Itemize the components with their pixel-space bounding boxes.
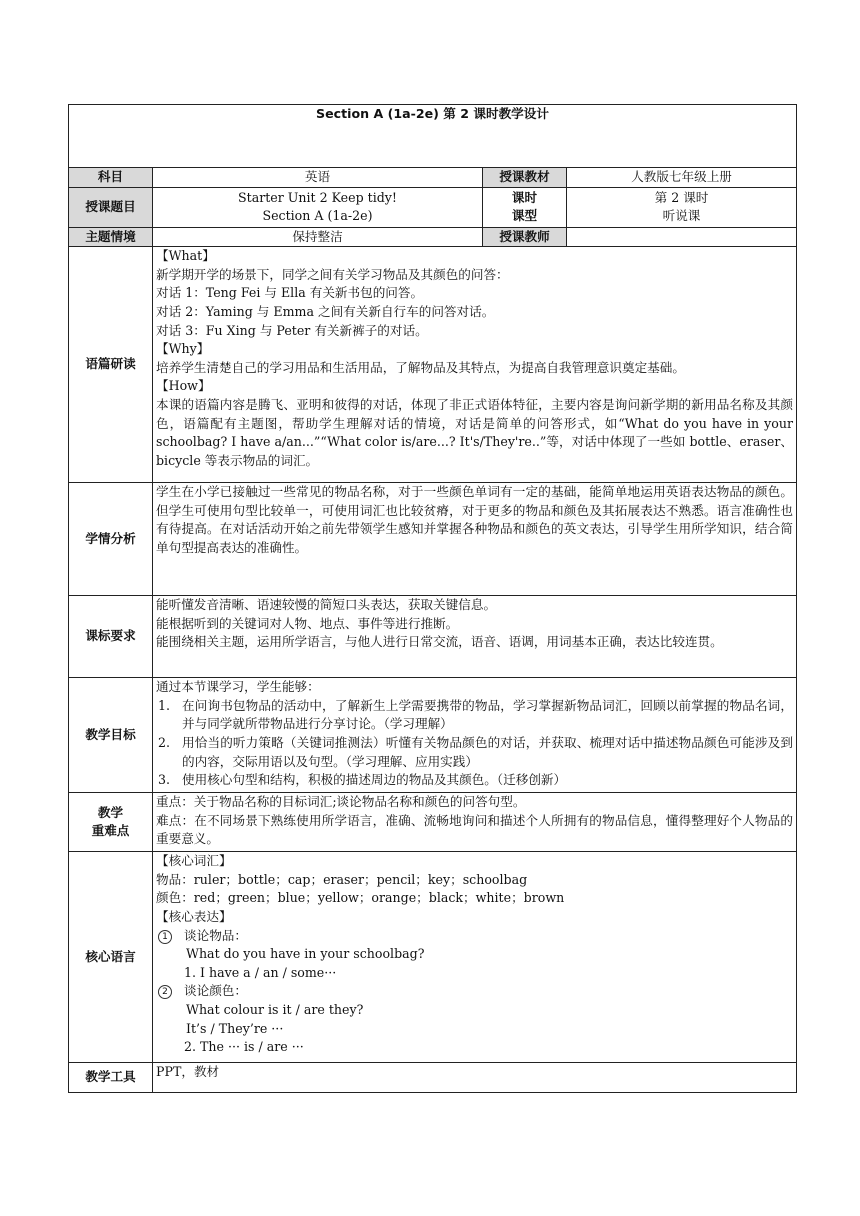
objective-number: 1.	[158, 697, 171, 713]
objectives-label: 教学目标	[69, 678, 153, 793]
lesson-plan-sheet	[68, 104, 796, 1093]
tools-label: 教学工具	[69, 1063, 153, 1093]
objective-item	[156, 771, 793, 790]
textbook-value: 人教版七年级上册	[567, 168, 797, 188]
expression-1-question: What do you have in your schoolbag?	[186, 946, 425, 962]
period-label: 课时	[511, 189, 538, 205]
textbook-label: 授课教材	[483, 168, 567, 188]
learner-analysis-label: 学情分析	[69, 483, 153, 596]
core-language-content	[153, 852, 797, 1063]
colors-vocab-line: 颜色：red；green；blue；yellow；orange；black；white；brown	[156, 890, 565, 906]
learner-analysis-content	[153, 483, 797, 596]
expression-1-title-text: 谈论物品：	[184, 927, 247, 943]
subject-value: 英语	[153, 168, 483, 188]
objectives-intro: 通过本节课学习，学生能够：	[156, 679, 320, 695]
circled-number-2-icon: 2	[158, 985, 172, 999]
topic-line-2: Section A (1a-2e)	[262, 208, 373, 224]
lesson-plan-table	[68, 104, 797, 1093]
topic-label: 授课题目	[69, 187, 153, 227]
text-study-content	[153, 247, 797, 483]
standards-line: 能听懂发音清晰、语速较慢的简短口头表达，获取关键信息。	[156, 597, 497, 613]
key-points-label-line-1: 教学	[97, 804, 124, 820]
standards-label: 课标要求	[69, 596, 153, 678]
teacher-label: 授课教师	[483, 227, 567, 247]
what-line: 对话 2：Yaming 与 Emma 之间有关新自行车的问答对话。	[156, 303, 495, 319]
standards-line: 能围绕相关主题，运用所学语言，与他人进行日常交流，语音、语调，用词基本正确，表达比较连贯。	[156, 634, 723, 650]
lesson-type-value: 听说课	[662, 208, 701, 224]
tools-row	[69, 1063, 797, 1093]
expression-heading: 【核心表达】	[156, 908, 232, 924]
objective-item	[156, 697, 793, 734]
expression-2-title-text: 谈论颜色：	[184, 983, 247, 999]
subject-label: 科目	[69, 168, 153, 188]
standards-line: 能根据听到的关键词对人物、地点、事件等进行推断。	[156, 615, 459, 631]
period-type-value	[567, 187, 797, 227]
key-points-label	[69, 793, 153, 852]
theme-value: 保持整洁	[153, 227, 483, 247]
key-points-content	[153, 793, 797, 852]
expression-2-question: What colour is it / are they?	[186, 1001, 364, 1017]
learner-analysis-row	[69, 483, 797, 596]
objectives-content	[153, 678, 797, 793]
circled-number-1-icon: 1	[158, 930, 172, 944]
how-text: 本课的语篇内容是腾飞、亚明和彼得的对话，体现了非正式语体特征，主要内容是询问新学期的新用品名称及其颜色，语篇配有主题图，帮助学生理解对话的情境，对话是简单的问答形式，如“What do you have in your schoolbag? I have a/an...”“What color is/are...? It's/They're..”等，对话中体现了一些如 bottle、eraser、bicycle 等表示物品的词汇。	[156, 396, 793, 468]
expression-2-answer-2: 2. The ··· is / are ···	[184, 1039, 304, 1055]
teacher-value	[567, 227, 797, 247]
how-heading: 【How】	[156, 378, 211, 394]
objective-text: 使用核心句型和结构，积极的描述周边的物品及其颜色。（迁移创新）	[182, 772, 567, 788]
what-line: 对话 1：Teng Fei 与 Ella 有关新书包的问答。	[156, 285, 424, 301]
why-heading: 【Why】	[156, 341, 210, 357]
theme-row	[69, 227, 797, 247]
subject-row	[69, 168, 797, 188]
objective-text: 用恰当的听力策略（关键词推测法）听懂有关物品颜色的对话，并获取、梳理对话中描述物品颜色可能涉及到的内容，交际用语以及句型。（学习理解、应用实践）	[182, 734, 793, 769]
core-language-label: 核心语言	[69, 852, 153, 1063]
what-line: 对话 3：Fu Xing 与 Peter 有关新裤子的对话。	[156, 322, 428, 338]
text-study-row	[69, 247, 797, 483]
focus-text: 重点：关于物品名称的目标词汇;谈论物品名称和颜色的问答句型。	[156, 794, 526, 810]
vocab-heading: 【核心词汇】	[156, 853, 232, 869]
theme-label: 主题情境	[69, 227, 153, 247]
what-heading: 【What】	[156, 248, 215, 264]
what-line: 新学期开学的场景下，同学之间有关学习物品及其颜色的问答：	[156, 266, 509, 282]
lesson-type-label: 课型	[511, 208, 538, 224]
objective-number: 3.	[158, 772, 171, 788]
topic-row	[69, 187, 797, 227]
tools-value: PPT，教材	[153, 1063, 797, 1093]
document-title: Section A (1a-2e) 第 2 课时教学设计	[69, 105, 797, 168]
title-row	[69, 105, 797, 168]
learner-analysis-text: 学生在小学已接触过一些常见的物品名称，对于一些颜色单词有一定的基础，能简单地运用英语表达物品的颜色。但学生可使用句型比较单一，可使用词汇也比较贫瘠，对于更多的物品和颜色及其拓展表达不熟悉。语言准确性也有待提高。在对话活动开始之前先带领学生感知并掌握各种物品和颜色的英文表达，引导学生用所学知识，结合简单句型提高表达的准确性。	[156, 484, 793, 555]
objective-text: 在问询书包物品的活动中，了解新生上学需要携带的物品，学习掌握新物品词汇，回顾以前掌握的物品名词，并与同学就所带物品进行分享讨论。（学习理解）	[182, 697, 793, 732]
text-study-label: 语篇研读	[69, 247, 153, 483]
expression-2-answer-1: It’s / They’re ···	[186, 1020, 284, 1036]
difficulty-text: 难点：在不同场景下熟练使用所学语言，准确、流畅地询问和描述个人所拥有的物品信息，懂得整理好个人物品的重要意义。	[156, 812, 793, 847]
items-vocab-line: 物品：ruler；bottle；cap；eraser；pencil；key；schoolbag	[156, 871, 528, 887]
standards-content	[153, 596, 797, 678]
expression-1-title	[156, 927, 793, 946]
objective-number: 2.	[158, 734, 171, 750]
topic-value	[153, 187, 483, 227]
core-language-row	[69, 852, 797, 1063]
standards-row	[69, 596, 797, 678]
period-type-label	[483, 187, 567, 227]
expression-2-title	[156, 982, 793, 1001]
topic-line-1: Starter Unit 2 Keep tidy!	[238, 189, 397, 205]
objectives-row	[69, 678, 797, 793]
expression-1-answer: 1. I have a / an / some···	[184, 964, 337, 980]
key-points-label-line-2: 重难点	[91, 823, 130, 839]
period-value: 第 2 课时	[654, 189, 709, 205]
why-text: 培养学生清楚自己的学习用品和生活用品，了解物品及其特点，为提高自我管理意识奠定基础。	[156, 359, 685, 375]
objective-item	[156, 734, 793, 771]
key-points-row	[69, 793, 797, 852]
